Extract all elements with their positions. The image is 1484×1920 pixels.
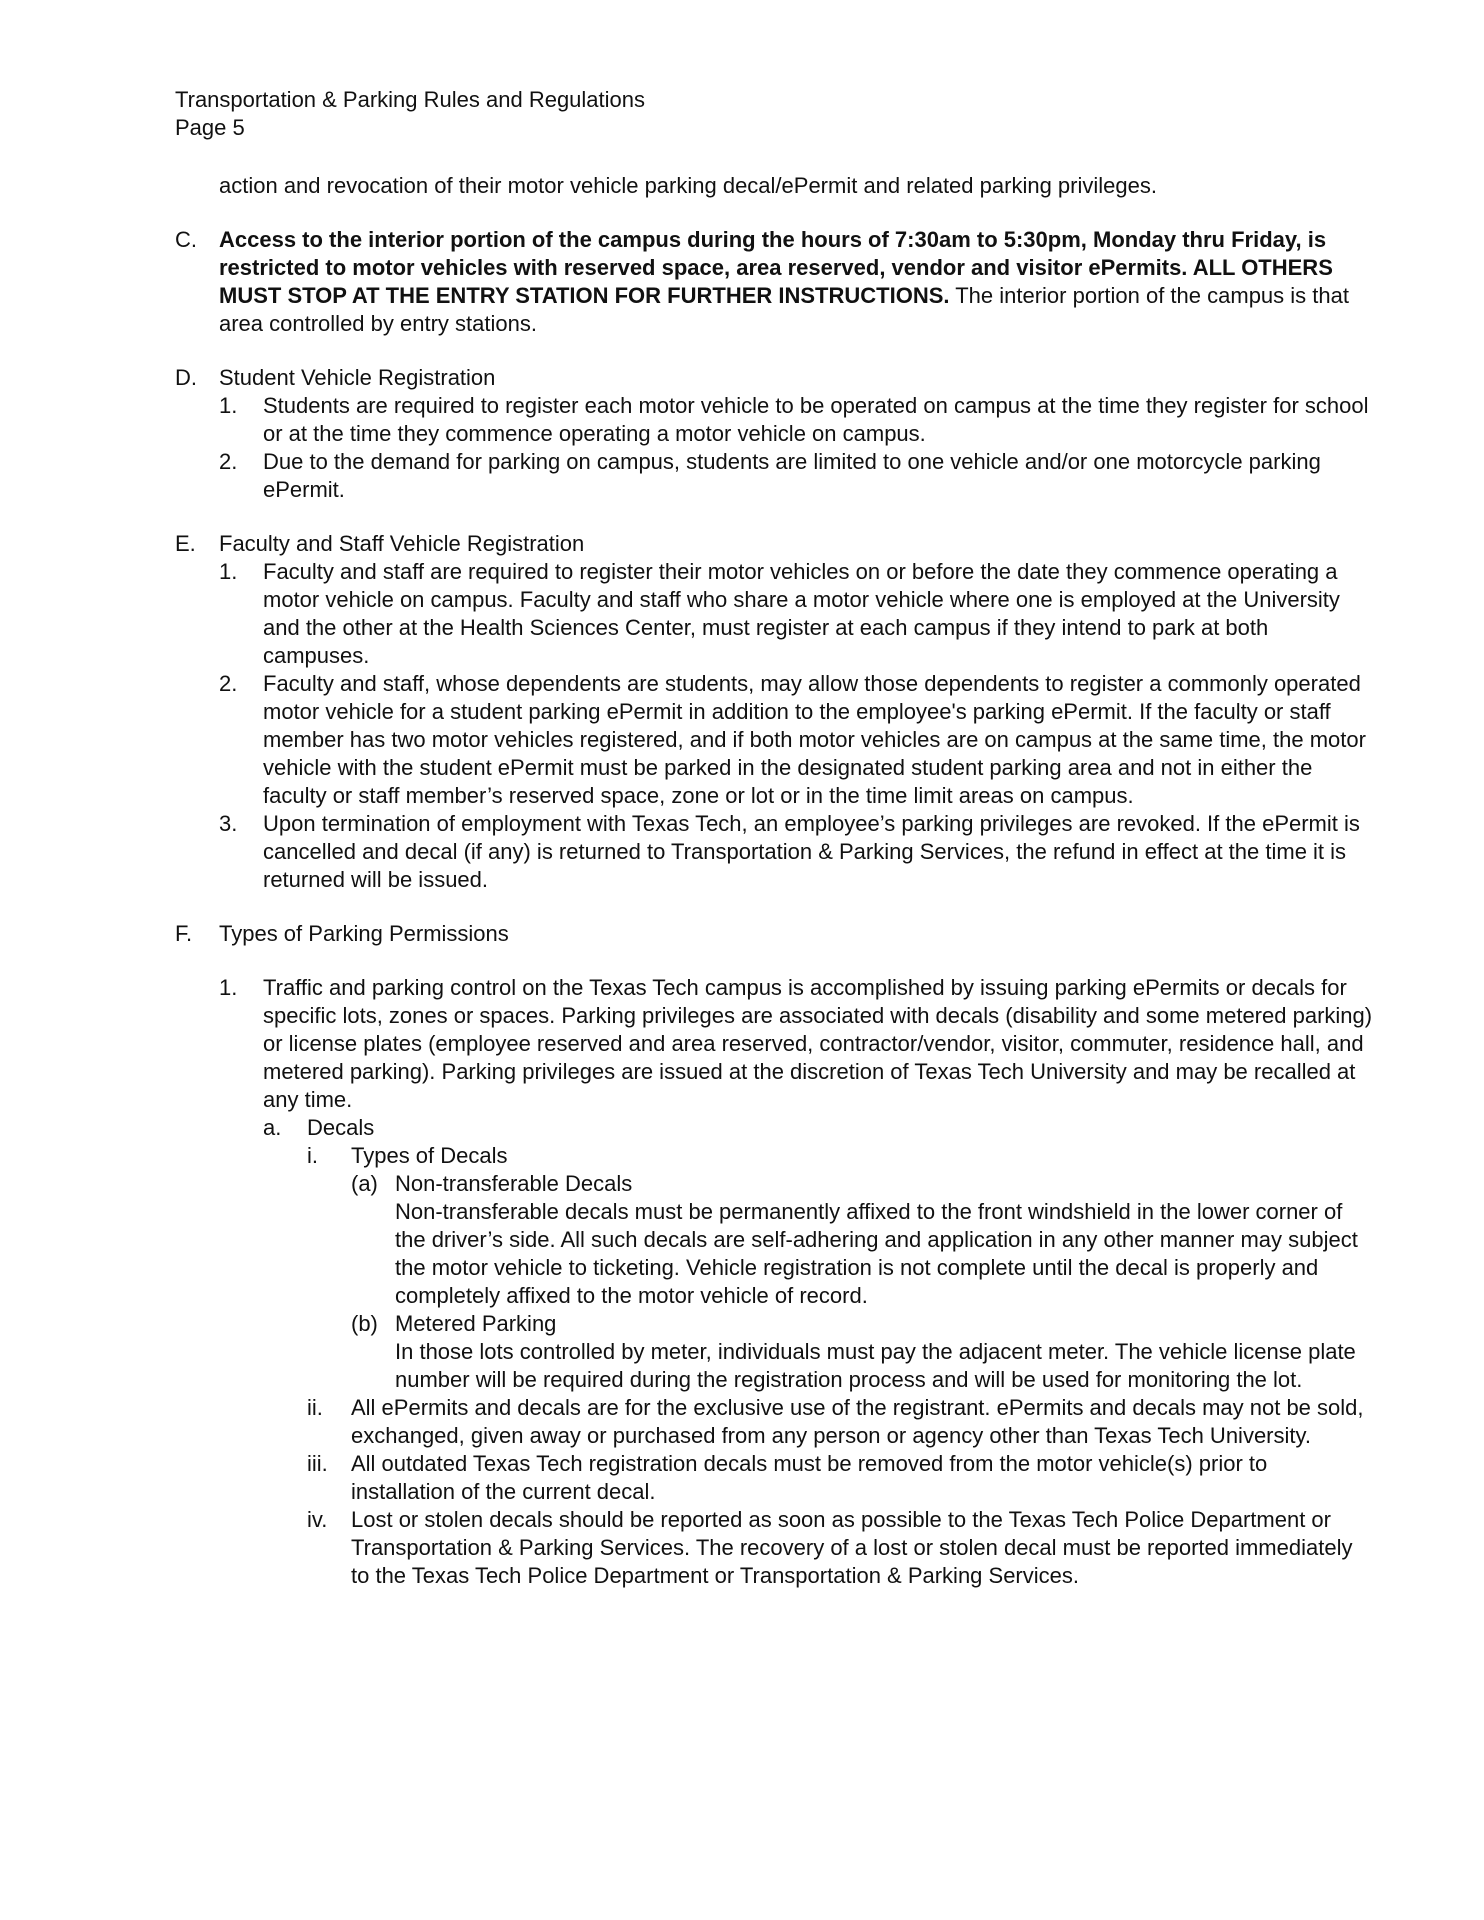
list-item	[219, 670, 1375, 810]
list-item-label: 3.	[219, 811, 238, 836]
roman-item-i	[307, 1142, 1375, 1394]
document-body	[175, 172, 1375, 1590]
section-f-label: F.	[175, 921, 193, 946]
roman-heading: Types of Decals	[351, 1143, 508, 1168]
list-item	[219, 810, 1375, 894]
section-d-label: D.	[175, 365, 197, 390]
list-item-label: 1.	[219, 393, 238, 418]
list-item-label: 1.	[219, 559, 238, 584]
list-item	[219, 974, 1375, 1590]
paren-text: In those lots controlled by meter, individuals must pay the adjacent meter. The vehicle license plate number will be required during the registration process and will be used for monitoring the lot.	[395, 1339, 1356, 1392]
list-item-text: Faculty and staff are required to register their motor vehicles on or before the date they commence operating a motor vehicle on campus. Faculty and staff who share a motor vehicle where one is employed at the University and the other at the Health Sciences Center, must register at each campus if they intend to park at both campuses.	[263, 559, 1340, 668]
roman-item-ii	[307, 1394, 1375, 1450]
paren-heading: Non-transferable Decals	[395, 1171, 633, 1196]
paren-body	[395, 1170, 1375, 1310]
list-item	[219, 392, 1375, 448]
list-item-body	[263, 974, 1375, 1590]
section-c-body	[219, 226, 1375, 338]
roman-item-iv	[307, 1506, 1375, 1590]
section-f-heading: Types of Parking Permissions	[219, 921, 509, 946]
section-f	[175, 920, 1375, 1590]
carry-over-paragraph	[219, 172, 1375, 200]
section-c-text: The interior portion of the campus is that area controlled by entry stations.	[219, 283, 1349, 336]
header-title: Transportation & Parking Rules and Regulations	[175, 87, 646, 112]
list-item-label: 2.	[219, 671, 238, 696]
roman-text: All outdated Texas Tech registration decals must be removed from the motor vehicle(s) prior to installation of the current decal.	[351, 1451, 1268, 1504]
section-c-label: C.	[175, 227, 197, 252]
section-e-label: E.	[175, 531, 196, 556]
sub-item-a	[263, 1114, 1375, 1590]
roman-text: All ePermits and decals are for the exclusive use of the registrant. ePermits and decals may not be sold, exchanged, given away or purchased from any person or agency other than Texas Tech University.	[351, 1395, 1364, 1448]
paren-item-b	[351, 1310, 1375, 1394]
section-f-body	[219, 920, 1375, 1590]
roman-text: Lost or stolen decals should be reported as soon as possible to the Texas Tech Police Department or Transportation & Parking Services. The recovery of a lost or stolen decal must be reported immediately to the Texas Tech Police Department or Transportation & Parking Services.	[351, 1507, 1353, 1588]
sub-item-heading: Decals	[307, 1115, 375, 1140]
list-item-label: 2.	[219, 449, 238, 474]
list-item-text: Due to the demand for parking on campus, students are limited to one vehicle and/or one motorcycle parking ePermit.	[263, 449, 1321, 502]
roman-label: iii.	[307, 1451, 328, 1476]
paren-heading: Metered Parking	[395, 1311, 557, 1336]
paren-text: Non-transferable decals must be permanently affixed to the front windshield in the lower corner of the driver’s side. All such decals are self-adhering and application in any other manner may subject the motor vehicle to ticketing. Vehicle registration is not complete until the decal is properly and completely affixed to the motor vehicle of record.	[395, 1199, 1358, 1308]
paren-label: (b)	[351, 1311, 378, 1336]
section-d-heading: Student Vehicle Registration	[219, 365, 496, 390]
roman-label: ii.	[307, 1395, 323, 1420]
carry-over-text: action and revocation of their motor vehicle parking decal/ePermit and related parking privileges.	[219, 173, 1157, 198]
list-item-label: 1.	[219, 975, 238, 1000]
section-e-body	[219, 530, 1375, 894]
roman-item-iii	[307, 1450, 1375, 1506]
section-c-bold-text: Access to the interior portion of the campus during the hours of 7:30am to 5:30pm, Monday thru Friday, is restricted to motor vehicles with reserved space, area reserved, vendor and visitor ePermits. ALL OTHERS MUST STOP AT THE ENTRY STATION FOR FURTHER INSTRUCTIONS.	[219, 227, 1333, 308]
section-d-body	[219, 364, 1375, 504]
paren-body	[395, 1310, 1375, 1394]
paren-label: (a)	[351, 1171, 378, 1196]
paren-item-a	[351, 1170, 1375, 1310]
section-c	[175, 226, 1375, 338]
section-d	[175, 364, 1375, 504]
page-number: Page 5	[175, 115, 245, 140]
roman-label: iv.	[307, 1507, 328, 1532]
section-e-heading: Faculty and Staff Vehicle Registration	[219, 531, 585, 556]
sub-item-label: a.	[263, 1115, 282, 1140]
section-e	[175, 530, 1375, 894]
page-header	[175, 86, 1275, 142]
sub-item-body	[307, 1114, 1375, 1590]
list-item	[219, 448, 1375, 504]
list-item	[219, 558, 1375, 670]
list-item-text: Faculty and staff, whose dependents are students, may allow those dependents to register a commonly operated motor vehicle for a student parking ePermit in addition to the employee's parking ePermit. If the faculty or staff member has two motor vehicles registered, and if both motor vehicles are on campus at the same time, the motor vehicle with the student ePermit must be parked in the designated student parking area and not in either the faculty or staff member’s reserved space, zone or lot or in the time limit areas on campus.	[263, 671, 1366, 808]
list-item-text: Students are required to register each motor vehicle to be operated on campus at the time they register for school or at the time they commence operating a motor vehicle on campus.	[263, 393, 1369, 446]
roman-body	[351, 1142, 1375, 1394]
roman-label: i.	[307, 1143, 318, 1168]
list-item-text: Upon termination of employment with Texas Tech, an employee’s parking privileges are revoked. If the ePermit is cancelled and decal (if any) is returned to Transportation & Parking Services, the refund in effect at the time it is returned will be issued.	[263, 811, 1360, 892]
list-item-text: Traffic and parking control on the Texas Tech campus is accomplished by issuing parking ePermits or decals for specific lots, zones or spaces. Parking privileges are associated with decals (disability and some metered parking) or license plates (employee reserved and area reserved, contractor/vendor, visitor, commuter, residence hall, and metered parking). Parking privileges are issued at the discretion of Texas Tech University and may be recalled at any time.	[263, 975, 1373, 1112]
